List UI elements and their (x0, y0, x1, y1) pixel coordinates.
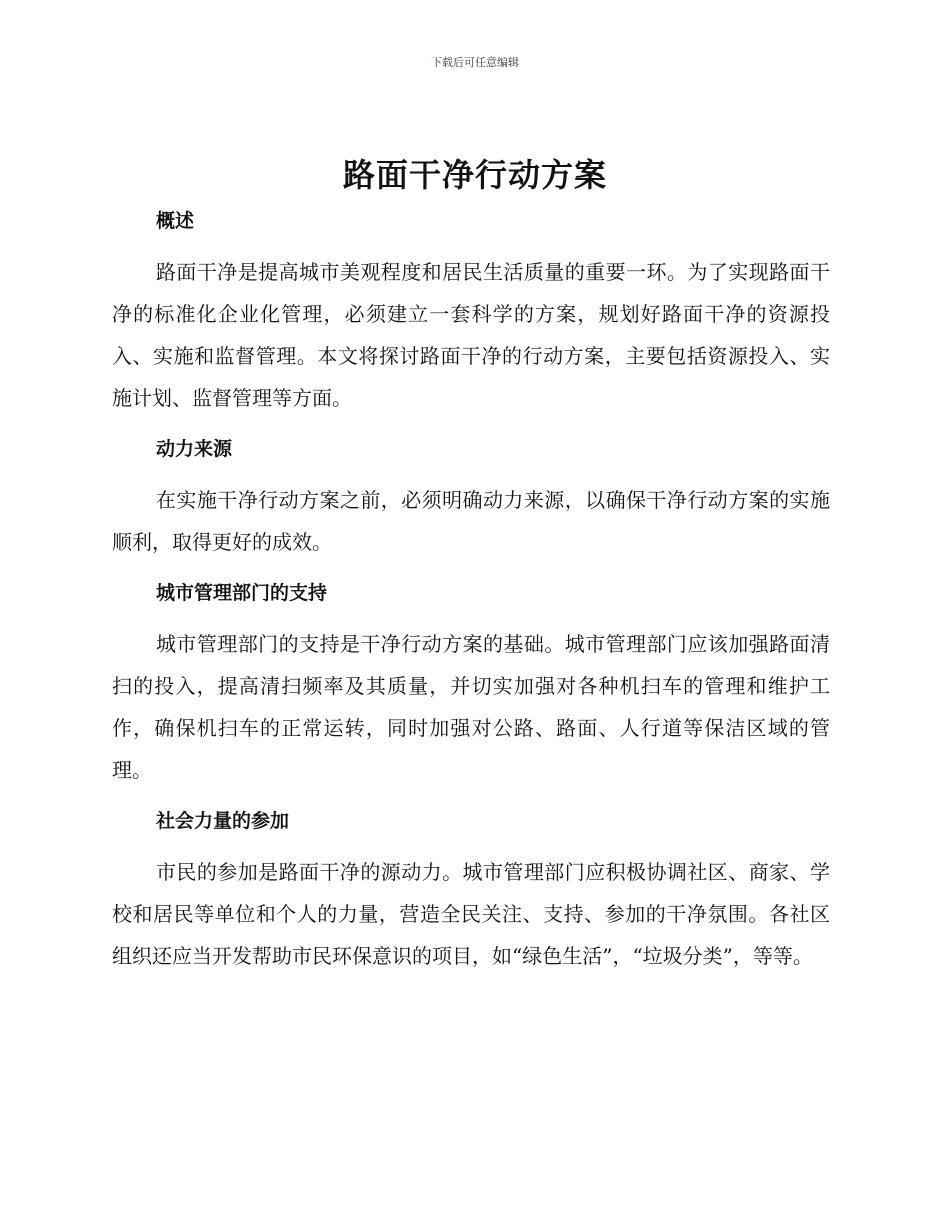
section-motivation (112, 433, 830, 563)
section-paragraph: 路面干净是提高城市美观程度和居民生活质量的重要一环。为了实现路面干净的标准化企业化管理，必须建立一套科学的方案，规划好路面干净的资源投入、实施和监督管理。本文将探讨路面干净的行动方案，主要包括资源投入、实施计划、监督管理等方面。 (112, 260, 830, 410)
section-heading: 概述 (156, 210, 195, 232)
section-heading: 社会力量的参加 (156, 810, 290, 832)
document-body (112, 205, 830, 991)
section-overview (112, 205, 830, 419)
section-heading: 城市管理部门的支持 (156, 582, 328, 604)
section-social-participation (112, 805, 830, 977)
section-heading: 动力来源 (156, 438, 233, 460)
page-header-note: 下载后可任意编辑 (431, 56, 519, 69)
document-title: 路面干净行动方案 (342, 156, 607, 194)
section-paragraph: 市民的参加是路面干净的源动力。城市管理部门应积极协调社区、商家、学校和居民等单位和个人的力量，营造全民关注、支持、参加的干净氛围。各社区组织还应当开发帮助市民环保意识的项目，如“绿色生活”，“垃圾分类”，等等。 (112, 860, 830, 968)
section-paragraph: 城市管理部门的支持是干净行动方案的基础。城市管理部门应该加强路面清扫的投入，提高清扫频率及其质量，并切实加强对各种机扫车的管理和维护工作，确保机扫车的正常运转，同时加强对公路、路面、人行道等保洁区域的管理。 (112, 632, 830, 782)
section-paragraph: 在实施干净行动方案之前，必须明确动力来源，以确保干净行动方案的实施顺利，取得更好的成效。 (112, 488, 830, 554)
section-city-support (112, 577, 830, 791)
